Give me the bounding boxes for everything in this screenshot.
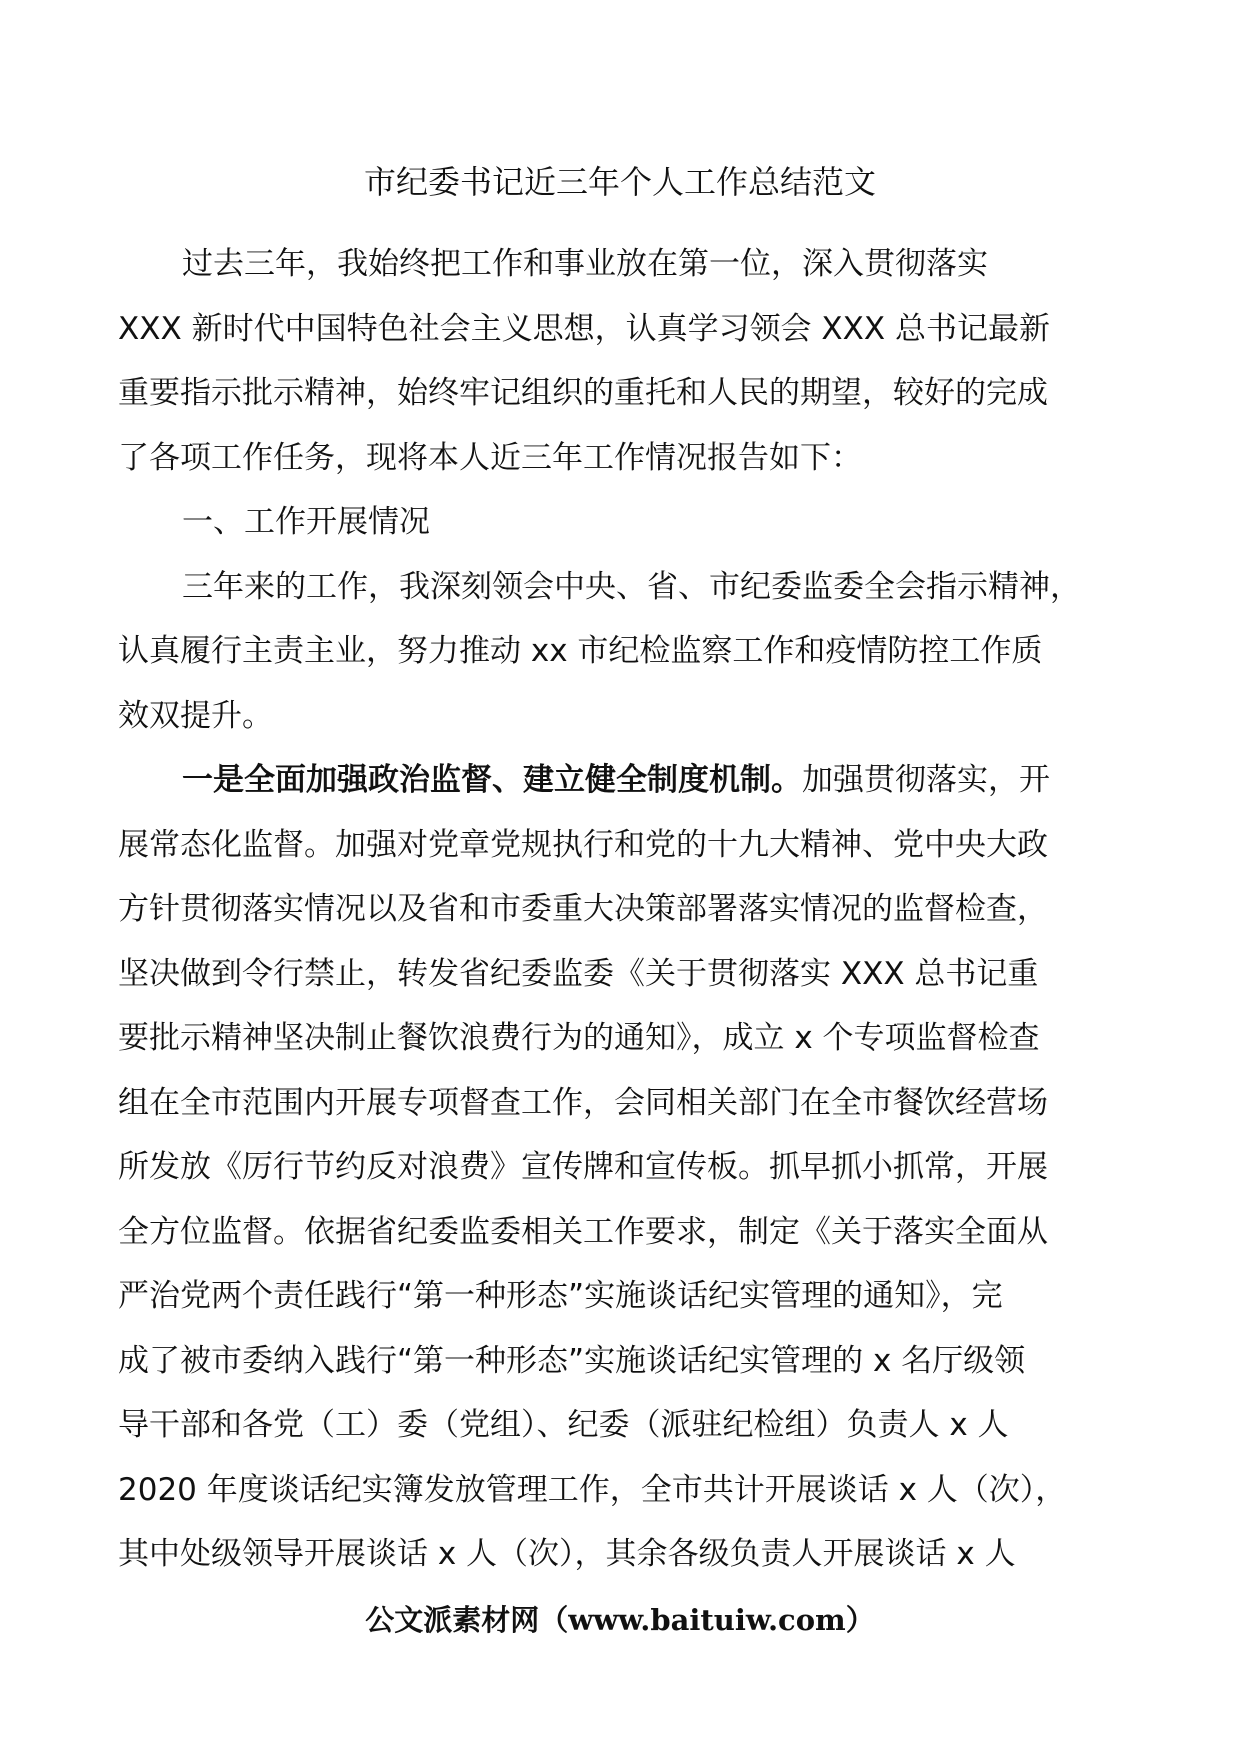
paragraph-line: 要批示精神坚决制止餐饮浪费行为的通知》，成立 x 个专项监督检查 — [118, 1020, 1040, 1056]
paragraph-line: 所发放《厉行节约反对浪费》宣传牌和宣传板。抓早抓小抓常，开展 — [118, 1149, 1048, 1185]
paragraph-line: 2020 年度谈话纪实簿发放管理工作，全市共计开展谈话 x 人（次）， — [118, 1471, 1067, 1508]
paragraph-line: 展常态化监督。加强对党章党规执行和党的十九大精神、党中央大政 — [118, 826, 1048, 863]
footer-watermark: 公文派素材网（www.baituiw.com） — [365, 1603, 875, 1637]
paragraph-line: 坚决做到令行禁止，转发省纪委监委《关于贯彻落实 XXX 总书记重 — [118, 955, 1039, 992]
bold-lead-text: 一是全面加强政治监督、建立健全制度机制。 — [182, 762, 802, 798]
paragraph-text: 加强贯彻落实，开 — [802, 762, 1050, 798]
paragraph-line — [118, 748, 1128, 813]
paragraph-line: 组在全市范围内开展专项督查工作，会同相关部门在全市餐饮经营场 — [118, 1084, 1048, 1121]
paragraph-line: 效双提升。 — [118, 697, 273, 734]
paragraph-line: XXX 新时代中国特色社会主义思想，认真学习领会 XXX 总书记最新 — [118, 310, 1050, 347]
paragraph-line: 方针贯彻落实情况以及省和市委重大决策部署落实情况的监督检查， — [118, 891, 1048, 927]
paragraph-line: 严治党两个责任践行“第一种形态”实施谈话纪实管理的通知》，完 — [118, 1278, 1003, 1314]
paragraph-line: 全方位监督。依据省纪委监委相关工作要求，制定《关于落实全面从 — [118, 1213, 1048, 1250]
paragraph-line: 了各项工作任务，现将本人近三年工作情况报告如下： — [118, 439, 862, 476]
paragraph-line: 成了被市委纳入践行“第一种形态”实施谈话纪实管理的 x 名厅级领 — [118, 1342, 1026, 1379]
paragraph-line: 认真履行主责主业，努力推动 xx 市纪检监察工作和疫情防控工作质 — [118, 633, 1043, 669]
document-title: 市纪委书记近三年个人工作总结范文 — [363, 163, 876, 201]
paragraph-line: 过去三年，我始终把工作和事业放在第一位，深入贯彻落实 — [182, 246, 988, 282]
paragraph-line: 三年来的工作，我深刻领会中央、省、市纪委监委全会指示精神， — [182, 568, 1081, 605]
paragraph-line: 导干部和各党（工）委（党组）、纪委（派驻纪检组）负责人 x 人 — [118, 1407, 1009, 1443]
section-heading: 一、工作开展情况 — [182, 504, 430, 540]
paragraph-line: 重要指示批示精神，始终牢记组织的重托和人民的期望，较好的完成 — [118, 375, 1048, 411]
document-body — [118, 232, 1128, 1587]
paragraph-line: 其中处级领导开展谈话 x 人（次），其余各级负责人开展谈话 x 人 — [118, 1536, 1016, 1572]
